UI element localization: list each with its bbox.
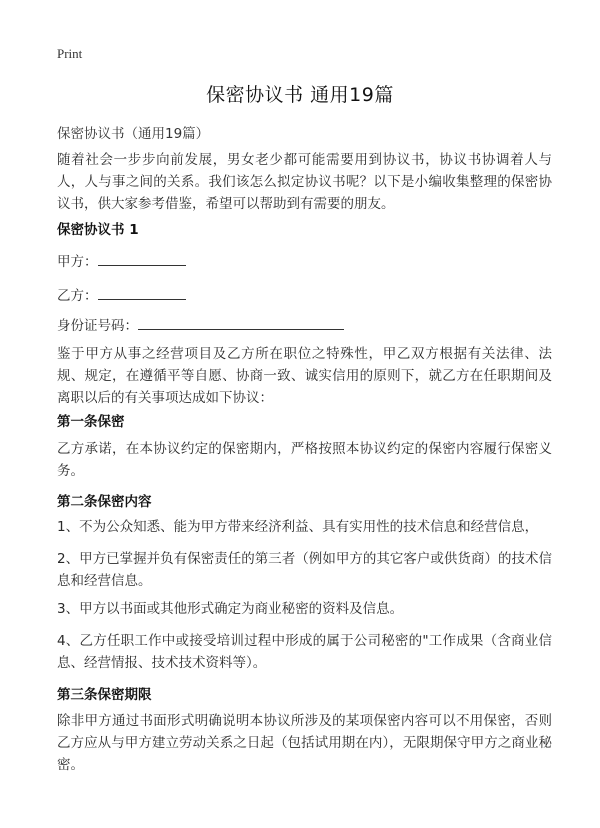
print-label[interactable]: Print: [57, 46, 83, 61]
document-subtitle: 保密协议书（通用19篇）: [57, 126, 210, 142]
id-number-label: 身份证号码：: [57, 318, 138, 334]
party-b-blank: [98, 285, 186, 300]
article-2-item-4: 4、乙方任职工作中或接受培训过程中形成的属于公司秘密的"工作成果（含商业信息、经营情报、技术技术资料等）。: [57, 633, 552, 671]
article-1-text: 乙方承诺，在本协议约定的保密期内，严格按照本协议约定的保密内容履行保密义务。: [57, 441, 552, 479]
party-b-label: 乙方：: [57, 288, 98, 304]
id-number-field: [57, 314, 344, 334]
article-3-heading: 第三条保密期限: [57, 687, 152, 703]
article-2-item-2: 2、甲方已掌握并负有保密责任的第三者（例如甲方的其它客户或供货商）的技术信息和经营信息。: [57, 551, 552, 589]
intro-paragraph: 随着社会一步步向前发展，男女老少都可能需要用到协议书，协议书协调着人与人，人与事之间的关系。我们该怎么拟定协议书呢？以下是小编收集整理的保密协议书，供大家参考借鉴，希望可以帮助到有需要的朋友。: [57, 152, 552, 212]
page-title: 保密协议书 通用19篇: [206, 84, 394, 106]
article-2-heading: 第二条保密内容: [57, 494, 152, 510]
article-2-item-1: 1、不为公众知悉、能为甲方带来经济利益、具有实用性的技术信息和经营信息，: [57, 519, 539, 535]
preamble-paragraph: 鉴于甲方从事之经营项目及乙方所在职位之特殊性，甲乙双方根据有关法律、法规、规定，在遵循平等自愿、协商一致、诚实信用的原则下，就乙方在任职期间及离职以后的有关事项达成如下协议：: [57, 346, 552, 406]
article-1-heading: 第一条保密: [57, 414, 125, 430]
party-a-blank: [98, 251, 186, 266]
party-a-field: [57, 250, 186, 270]
article-3-text: 除非甲方通过书面形式明确说明本协议所涉及的某项保密内容可以不用保密，否则乙方应从与甲方建立劳动关系之日起（包括试用期在内），无限期保守甲方之商业秘密。: [57, 713, 552, 773]
section-heading-1: 保密协议书 1: [57, 222, 139, 238]
id-number-blank: [138, 315, 344, 330]
party-a-label: 甲方：: [57, 254, 98, 270]
party-b-field: [57, 284, 186, 304]
article-2-item-3: 3、甲方以书面或其他形式确定为商业秘密的资料及信息。: [57, 601, 404, 617]
